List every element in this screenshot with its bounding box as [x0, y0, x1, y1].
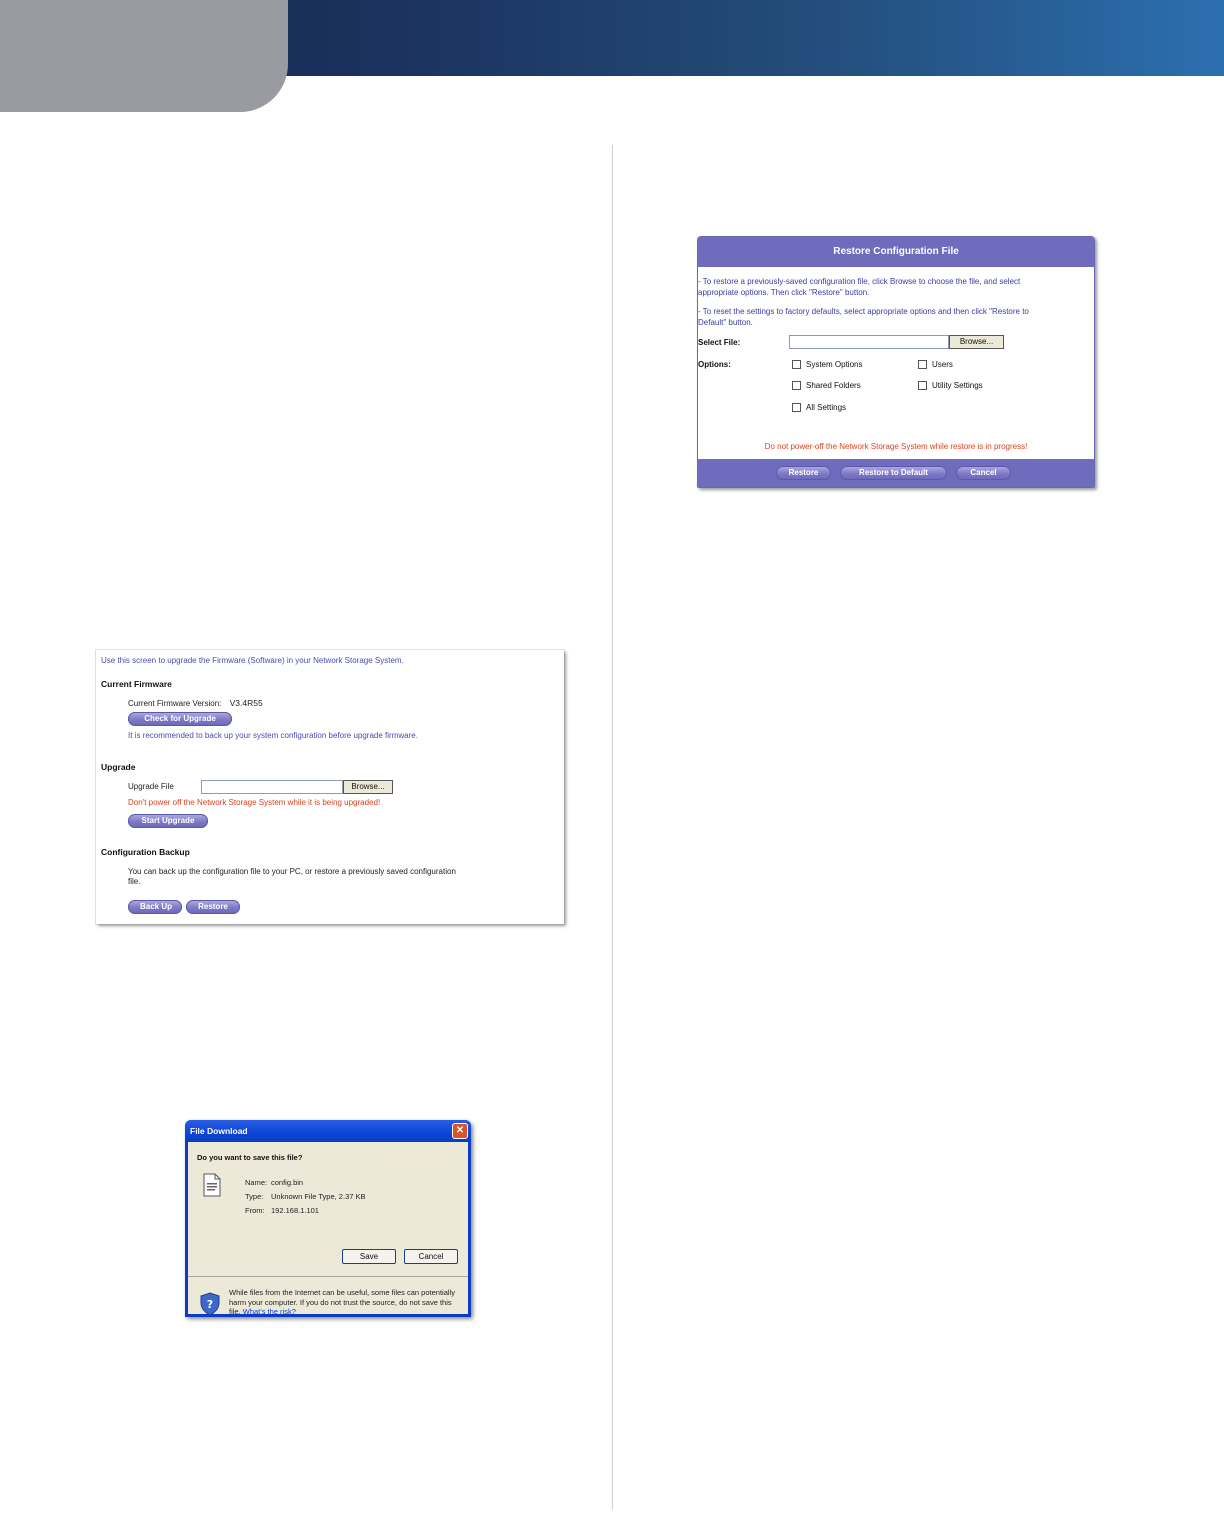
restore-button[interactable]: Restore [186, 900, 240, 914]
firmware-version-value: V3.4R55 [229, 698, 263, 708]
column-divider [612, 145, 613, 1510]
close-icon[interactable]: ✕ [452, 1123, 468, 1139]
option-utility-settings[interactable]: Utility Settings [918, 381, 983, 390]
option-users[interactable]: Users [918, 360, 953, 369]
check-for-upgrade-button[interactable]: Check for Upgrade [128, 712, 232, 726]
cancel-button[interactable]: Cancel [404, 1249, 458, 1264]
file-download-dialog [185, 1120, 471, 1317]
options-label: Options: [698, 360, 731, 369]
restore-cancel-button[interactable]: Cancel [956, 466, 1011, 480]
backup-note: It is recommended to back up your system configuration before upgrade firmware. [128, 731, 418, 740]
name-label: Name: [245, 1178, 268, 1187]
current-firmware-heading: Current Firmware [101, 679, 172, 689]
option-all-settings[interactable]: All Settings [792, 403, 846, 412]
dialog-body [188, 1142, 468, 1314]
download-question: Do you want to save this file? [197, 1153, 303, 1162]
back-up-button[interactable]: Back Up [128, 900, 182, 914]
option-system-options[interactable]: System Options [792, 360, 862, 369]
file-name-row [245, 1178, 303, 1187]
upgrade-file-input[interactable] [201, 780, 343, 794]
file-from-row [245, 1206, 319, 1215]
type-value: Unknown File Type, 2.37 KB [271, 1192, 366, 1201]
restore-to-default-button[interactable]: Restore to Default [840, 466, 947, 480]
config-text-line1: You can back up the configuration file to your PC, or restore a previously saved configuration [128, 867, 456, 876]
select-file-input[interactable] [789, 335, 949, 349]
whats-the-risk-link[interactable]: What's the risk? [242, 1307, 296, 1316]
restore-footer [698, 459, 1094, 487]
instruction1-line1: - To restore a previously-saved configuration file, click Browse to choose the file, and select [698, 277, 1021, 286]
name-value: config.bin [271, 1178, 304, 1187]
restore-panel [697, 236, 1095, 488]
save-button[interactable]: Save [342, 1249, 396, 1264]
instruction2-line1: - To reset the settings to factory defaults, select appropriate options and then click "Restore to [698, 307, 1029, 316]
config-text-line2: file. [128, 877, 141, 886]
instruction2-line2: Default" button. [698, 318, 753, 327]
svg-text:?: ? [206, 1298, 214, 1311]
select-file-browse-button[interactable]: Browse... [949, 335, 1004, 349]
dialog-separator [188, 1276, 468, 1277]
download-warning [229, 1288, 462, 1317]
option-shared-folders[interactable]: Shared Folders [792, 381, 861, 390]
upgrade-file-label: Upgrade File [128, 782, 174, 791]
upgrade-browse-button[interactable]: Browse... [343, 780, 393, 794]
shield-icon [199, 1292, 221, 1316]
file-icon [202, 1173, 222, 1197]
checkbox[interactable] [792, 360, 801, 369]
dialog-title: File Download [185, 1120, 471, 1142]
warning-line2: harm your computer. If you do not trust the source, do not save this [229, 1297, 452, 1307]
firmware-version-label: Current Firmware Version: [128, 699, 222, 708]
checkbox[interactable] [792, 403, 801, 412]
select-file-label: Select File: [698, 338, 741, 347]
checkbox[interactable] [792, 381, 801, 390]
checkbox[interactable] [918, 360, 927, 369]
file-type-row [245, 1192, 366, 1201]
restore-title: Restore Configuration File [698, 237, 1094, 267]
firmware-version-row [128, 698, 263, 708]
upgrade-warning: Don't power off the Network Storage System while it is being upgraded! [128, 798, 381, 807]
instruction1-line2: appropriate options. Then click "Restore" button. [698, 288, 870, 297]
checkbox[interactable] [918, 381, 927, 390]
from-value: 192.168.1.101 [271, 1206, 319, 1215]
type-label: Type: [245, 1192, 264, 1201]
warning-line3: file. [229, 1307, 241, 1316]
firmware-intro: Use this screen to upgrade the Firmware (Software) in your Network Storage System. [101, 656, 404, 665]
restore-warning: Do not power-off the Network Storage System while restore is in progress! [764, 442, 1028, 451]
start-upgrade-button[interactable]: Start Upgrade [128, 814, 208, 828]
configuration-backup-heading: Configuration Backup [101, 847, 190, 857]
upgrade-heading: Upgrade [101, 762, 136, 772]
warning-line1: While files from the Internet can be useful, some files can potentially [229, 1288, 455, 1297]
header-tab [0, 0, 288, 112]
firmware-panel [96, 650, 564, 924]
restore-submit-button[interactable]: Restore [776, 466, 831, 480]
from-label: From: [245, 1206, 265, 1215]
